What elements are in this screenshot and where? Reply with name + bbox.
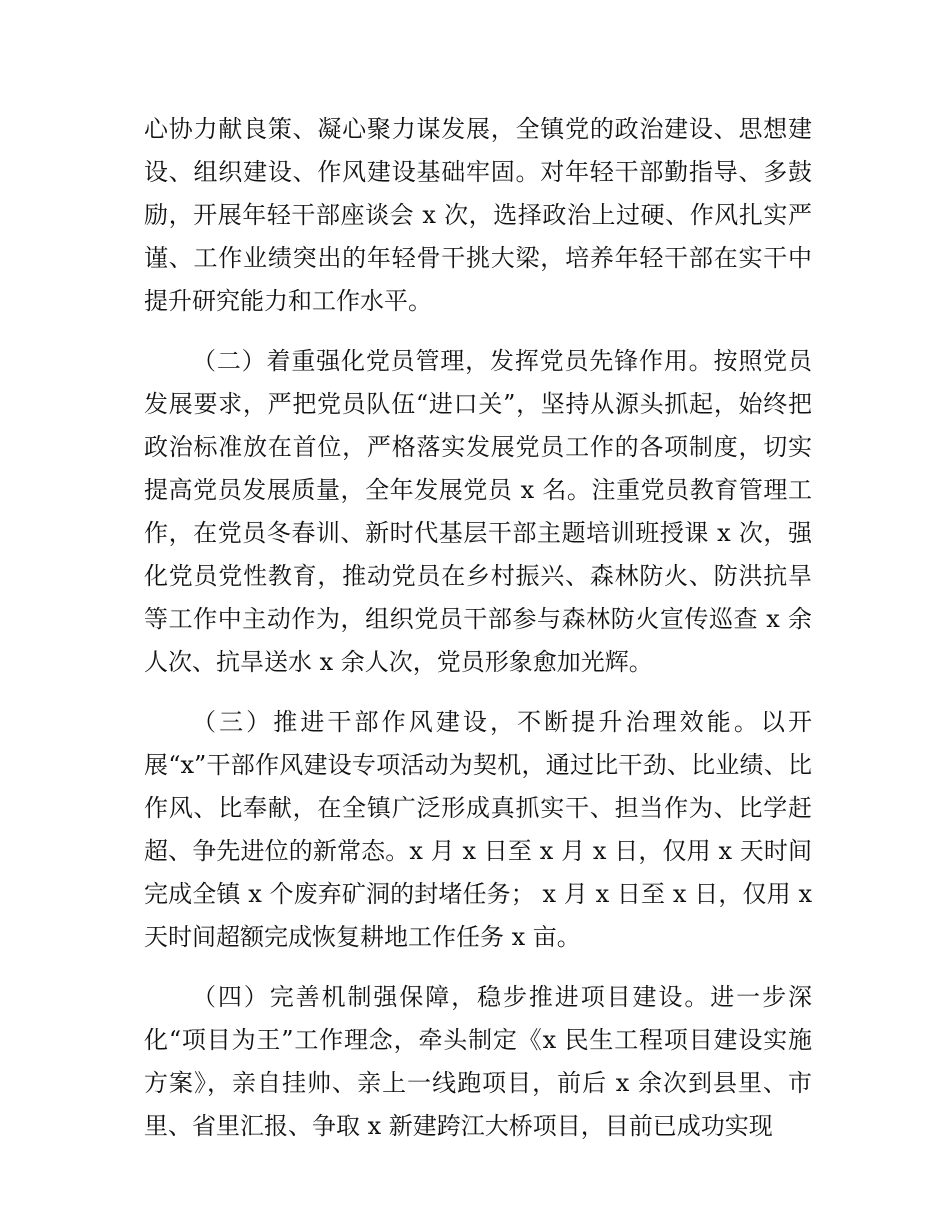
paragraph-section-4: （四）完善机制强保障，稳步推进项目建设。进一步深化“项目为王”工作理念，牵头制定《x 民生工程项目建设实施方案》，亲自挂帅、亲上一线跑项目，前后 x 余次到县里、市里、省里汇报、争取 x 新建跨江大桥项目，目前已成功实现 (144, 983, 812, 1140)
document-body (144, 108, 812, 1165)
paragraph-continuation: 心协力献良策、凝心聚力谋发展，全镇党的政治建设、思想建设、组织建设、作风建设基础牢固。对年轻干部勤指导、多鼓励，开展年轻干部座谈会 x 次，选择政治上过硬、作风扎实严谨、工作业绩突出的年轻骨干挑大梁，培养年轻干部在实干中提升研究能力和工作水平。 (144, 115, 812, 315)
paragraph-section-3: （三）推进干部作风建设，不断提升治理效能。以开展“x”干部作风建设专项活动为契机，通过比干劲、比业绩、比作风、比奉献，在全镇广泛形成真抓实干、担当作为、比学赶超、争先进位的新常态。x 月 x 日至 x 月 x 日，仅用 x 天时间完成全镇 x 个废弃矿洞的封堵任务； x 月 x 日至 x 日，仅用 x 天时间超额完成恢复耕地工作任务 x 亩。 (144, 708, 812, 951)
paragraph-section-2: （二）着重强化党员管理，发挥党员先锋作用。按照党员发展要求，严把党员队伍“进口关”，坚持从源头抓起，始终把政治标准放在首位，严格落实发展党员工作的各项制度，切实提高党员发展质量，全年发展党员 x 名。注重党员教育管理工作，在党员冬春训、新时代基层干部主题培训班授课 x 次，强化党员党性教育，推动党员在乡村振兴、森林防火、防洪抗旱等工作中主动作为，组织党员干部参与森林防火宣传巡查 x 余人次、抗旱送水 x 余人次，党员形象愈加光辉。 (144, 347, 812, 676)
